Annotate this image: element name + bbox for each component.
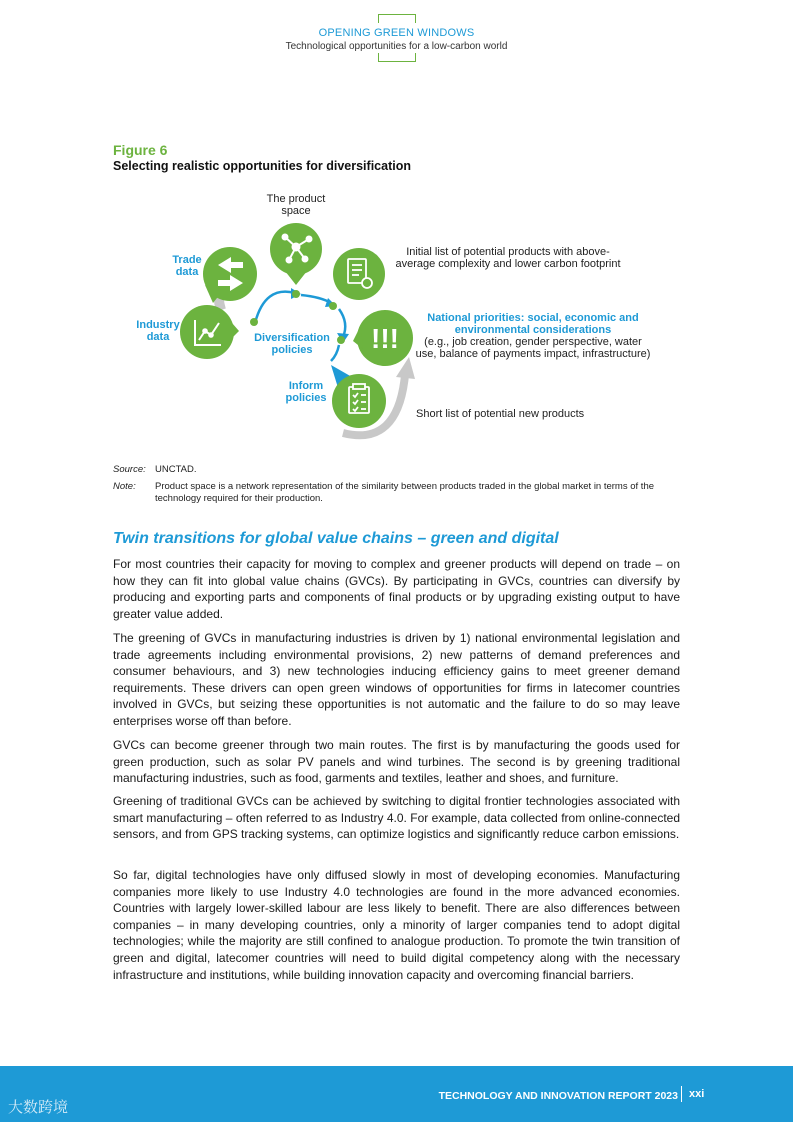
- header-bracket-bottom: [378, 53, 416, 62]
- short-list-node: [331, 365, 386, 428]
- cycle-arrow-1: [255, 292, 295, 323]
- paragraph-4: Greening of traditional GVCs can be achieved by switching to digital frontier technologies associated with smart manufacturing – often referred to as Industry 4.0. For example, data collected from online-connected sensors, and from GPS tracking systems, can optimize logistics and significantly reduce carbon emissions.: [113, 794, 680, 842]
- header-bracket-top: [378, 14, 416, 23]
- paragraph-1: For most countries their capacity for moving to complex and greener products will depend on trade – on how they can fit into global value chains (GVCs). By participating in GVCs, countries can diversify by producing and exporting parts and components of final products or by upgrading existing output to have greater value added.: [113, 557, 680, 621]
- figure-label: Figure 6: [113, 142, 168, 158]
- cycle-node-4: [250, 318, 258, 326]
- source-key: Source:: [113, 464, 146, 475]
- label-national-priorities: National priorities: social, economic and environmental considerations: [427, 312, 639, 336]
- label-short-list: Short list of potential new products: [416, 408, 585, 420]
- label-inform-policies: Inform policies: [285, 380, 327, 404]
- page-number: xxi: [689, 1088, 705, 1100]
- footer-separator: [681, 1086, 682, 1102]
- figure-title: Selecting realistic opportunities for diversification: [113, 159, 411, 173]
- figure-source: [113, 464, 683, 476]
- source-value: UNCTAD.: [155, 464, 197, 475]
- figure-note: [113, 481, 683, 505]
- paragraph-3: GVCs can become greener through two main routes. The first is by manufacturing the goods used for green production, such as solar PV panels and wind turbines. The second is by greening traditional manufacturing industries, such as food, garments and textiles, leather and shoes, and furniture.: [113, 738, 680, 786]
- paragraph-2: The greening of GVCs in manufacturing industries is driven by 1) national environmental legislation and trade agreements including environmental provisions, 2) new patterns of demand preferences and consumer behaviours, and 3) new technologies inducing efficiency gains to meet greener demand requirements. These drivers can open green windows of opportunities for firms in latecomer countries involved in GVCs, but seizing these opportunities is not automatic and the failure to do so may leave enterprises worse off than before.: [113, 631, 680, 728]
- section-heading: Twin transitions for global value chains – green and digital: [113, 530, 559, 547]
- page-footer: [0, 1066, 793, 1122]
- label-product-space: The product space: [266, 193, 326, 217]
- product-space-node: [270, 223, 322, 285]
- running-header-title: OPENING GREEN WINDOWS: [318, 27, 475, 39]
- running-header-subtitle: Technological opportunities for a low-carbon world: [285, 41, 508, 52]
- cycle-node-3: [337, 336, 345, 344]
- watermark-logo: 大数跨境: [8, 1099, 69, 1116]
- label-national-priorities-detail: (e.g., job creation, gender perspective, water use, balance of payments impact, infrastructure): [415, 336, 651, 360]
- industry-data-node: [180, 305, 239, 359]
- footer-report-title: TECHNOLOGY AND INNOVATION REPORT 2023: [438, 1090, 678, 1102]
- label-industry-data: Industry data: [136, 319, 180, 343]
- cycle-node-1: [292, 290, 300, 298]
- initial-list-node: [333, 248, 385, 300]
- diversification-diagram: [113, 185, 680, 445]
- cycle-arrow-2: [301, 295, 331, 303]
- paragraph-5: So far, digital technologies have only diffused slowly in most of developing economies. Manufacturing companies more likely to use Industry 4.0 technologies are found in the more advanced economies. Countries with largely lower-skilled labour are less likely to benefit. There are also differences between companies – in many developing countries, only a minority of larger companies tend to adopt digital technologies; while the majority are still confined to analogue production. To promote the twin transition of green and digital, latecomer countries will need to build digital competency along with the necessary infrastructure and institutions, while building innovation capacity and overcoming financial barriers.: [113, 868, 680, 982]
- exclamation-icon: !!!: [371, 323, 399, 354]
- trade-data-node: [203, 247, 257, 303]
- label-diversification-policies: Diversification policies: [254, 332, 330, 356]
- national-priorities-node: [353, 310, 413, 366]
- cycle-node-2: [329, 302, 337, 310]
- cycle-arrow-3: [339, 309, 345, 337]
- label-trade-data: Trade data: [172, 254, 202, 278]
- note-key: Note:: [113, 481, 136, 492]
- note-value: Product space is a network representation of the similarity between products traded in the global market in terms of the technology required for their production.: [155, 481, 655, 504]
- label-initial-list: Initial list of potential products with above-average complexity and lower carbon footprint: [395, 246, 621, 270]
